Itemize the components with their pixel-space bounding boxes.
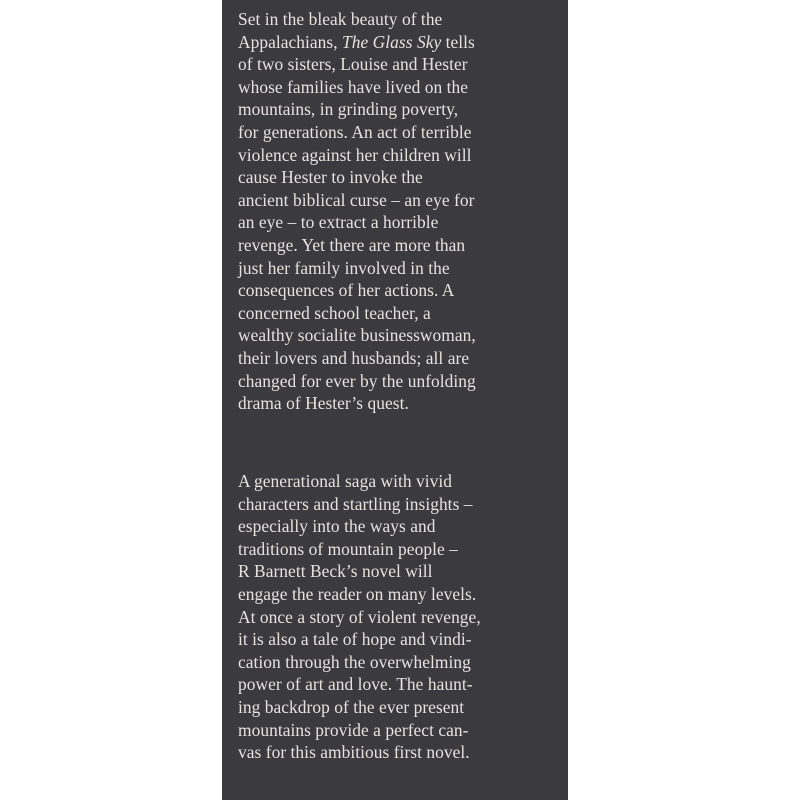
text-line: especially into the ways and [238,516,436,537]
book-back-cover-strip [222,0,568,800]
text-line: revenge. Yet there are more than [238,234,466,255]
text-line: changed for ever by the unfolding [238,370,476,391]
text-line: drama of Hester’s quest. [238,393,409,414]
text-line: traditions of mountain people – [238,538,458,559]
text-line: whose families have lived on the [238,76,469,97]
text-line: consequences of her actions. A [238,280,455,301]
text-line: R Barnett Beck’s novel will [238,561,433,582]
text-line: characters and startling insights – [238,493,473,514]
text-line: mountains, in grinding poverty, [238,99,459,120]
text-line: just her family involved in the [238,257,450,278]
text-line: cation through the overwhelming [238,651,471,672]
text-line: their lovers and husbands; all are [238,347,470,368]
text-line: A generational saga with vivid [238,471,452,491]
text-line: engage the reader on many levels. [238,583,477,604]
blurb-paragraph-1 [238,8,554,415]
text-line: vas for this ambitious first novel. [238,742,470,763]
book-title: The Glass Sky [342,31,442,52]
blurb-paragraph-2 [238,470,554,764]
text-line: violence against her children will [238,144,472,165]
text-line: cause Hester to invoke the [238,167,423,188]
text-line: Appalachians, The Glass Sky tells [238,31,475,52]
text-line: ancient biblical curse – an eye for [238,189,475,210]
text-line: concerned school teacher, a [238,302,431,323]
text-line: for generations. An act of terrible [238,121,472,142]
text-line: it is also a tale of hope and vindi- [238,629,472,650]
text-line: wealthy socialite businesswoman, [238,325,476,346]
text-line: power of art and love. The haunt- [238,674,473,695]
text-line: Set in the bleak beauty of the [238,9,443,29]
text-line: of two sisters, Louise and Hester [238,54,468,75]
text-line: an eye – to extract a horrible [238,212,439,233]
text-line: At once a story of violent revenge, [238,606,481,627]
text-line: ing backdrop of the ever present [238,696,465,717]
text-line: mountains provide a perfect can- [238,719,469,740]
